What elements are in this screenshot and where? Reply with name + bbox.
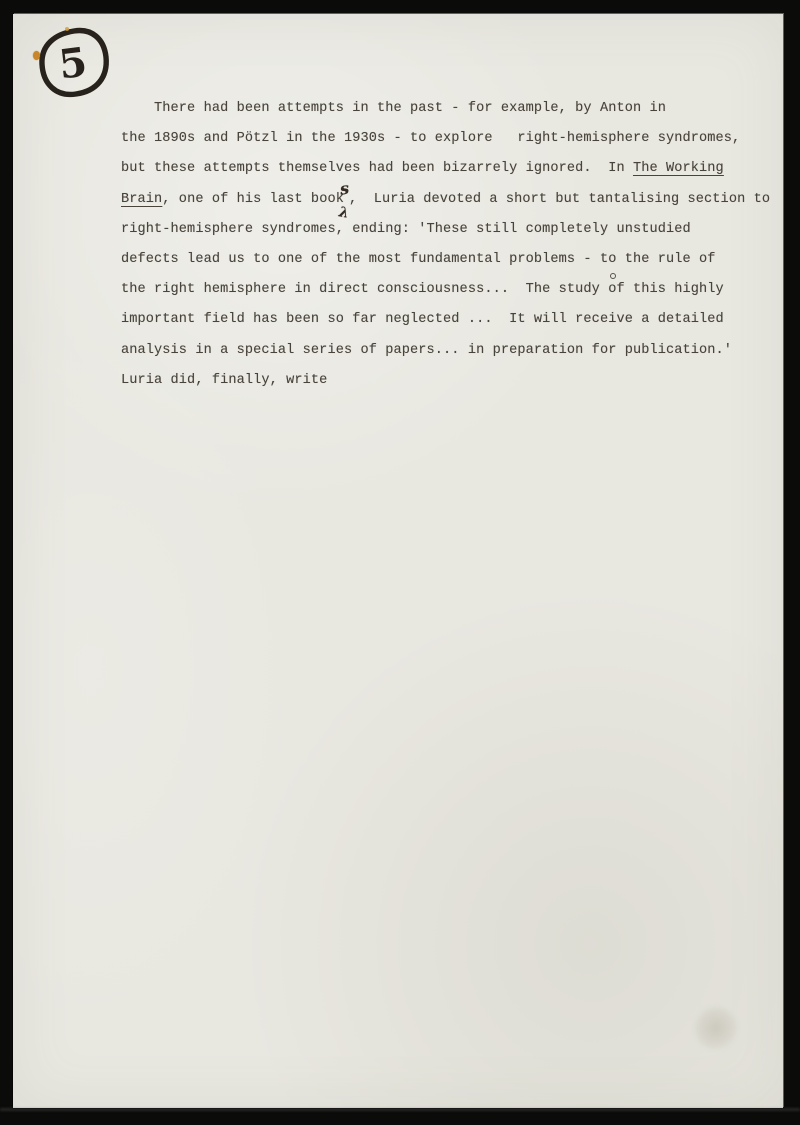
text-segment: o — [608, 275, 616, 305]
handwritten-inserted-letter: s — [338, 178, 351, 199]
text-line — [121, 94, 781, 124]
text-line — [121, 275, 781, 305]
text-segment: Brain — [121, 191, 163, 207]
text-segment: the right hemisphere in direct consciousness... The study — [121, 282, 609, 298]
paper-speck — [33, 51, 40, 60]
paper-speck — [65, 27, 69, 31]
text-line — [121, 305, 781, 335]
text-segment: There had been attempts in the past - for example, by Anton in — [121, 101, 666, 116]
paper-sheet — [13, 14, 783, 1108]
text-line — [121, 124, 781, 154]
text-line — [121, 336, 781, 366]
text-line — [121, 245, 781, 275]
handwritten-insertion — [337, 178, 351, 222]
text-line — [121, 178, 781, 222]
document-text — [121, 94, 781, 396]
text-segment: the 1890s and Pötzl in the 1930s - to explore right-hemisphere syndromes, — [121, 131, 741, 147]
text-segment: , one of his last book — [162, 191, 344, 207]
text-segment: but these attempts themselves had been bizarrely ignored. In — [121, 161, 633, 177]
text-line — [121, 215, 781, 245]
text-line — [121, 366, 781, 396]
text-segment: analysis in a special series of papers... in preparation for publication.' — [121, 342, 733, 358]
text-line — [121, 154, 781, 184]
text-segment: right-hemisphere syndromes, ending: 'These still completely unstudied — [121, 221, 691, 237]
text-segment: Luria did, finally, write — [121, 372, 328, 388]
scan-edge-highlight — [0, 1108, 800, 1111]
text-segment: defects lead us to one of the most fundamental problems - to the rule of — [121, 251, 716, 267]
text-segment: , Luria devoted a short but tantalising section to — [348, 191, 771, 207]
text-segment: The Working — [632, 161, 724, 177]
paper-stain — [674, 986, 757, 1070]
handwritten-caret-mark: λ — [337, 204, 351, 222]
circled-page-number — [35, 24, 115, 104]
text-segment: f this highly — [616, 282, 724, 298]
page-number: 5 — [56, 38, 90, 89]
text-segment: important field has been so far neglected ... It will receive a detailed — [121, 312, 724, 328]
